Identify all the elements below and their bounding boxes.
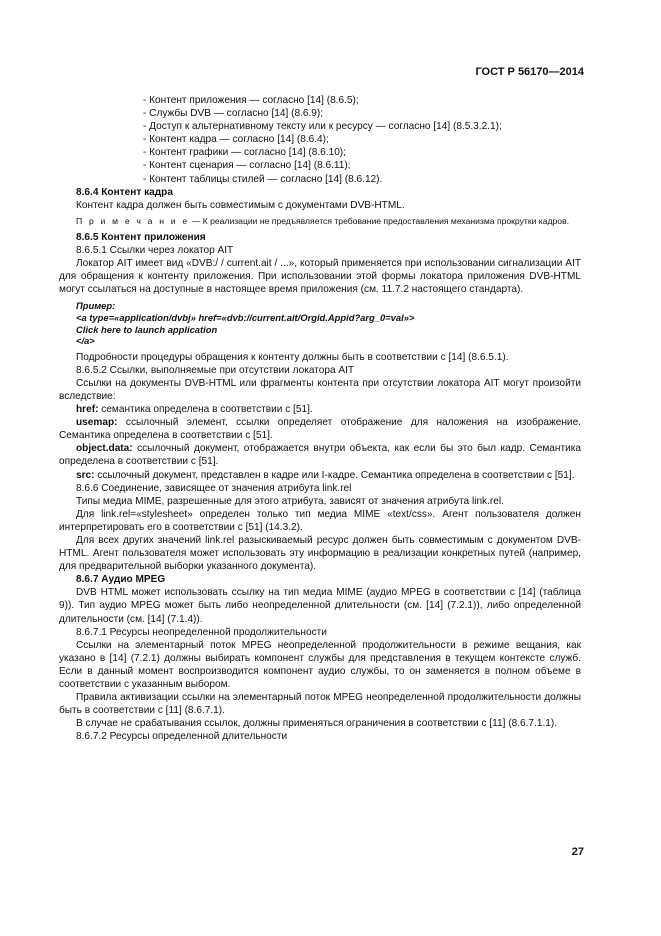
definition-text: ссылочный элемент, ссылки определяет отображение для наложения на изображение. Семантика определена в соответствии с [51]. [59, 417, 581, 442]
example-code-line: <a type=«application/dvbj» href=«dvb://current.ait/Orgid.Appid?arg_0=val»> [76, 311, 415, 323]
paragraph: Правила активизации ссылки на элементарный поток MPEG неопределенной продолжительности должны быть в соответствии с [11] (8.6.7.1). [59, 692, 581, 717]
standard-header: ГОСТ Р 56170—2014 [475, 66, 584, 78]
list-item: - Доступ к альтернативному тексту или к ресурсу — согласно [14] (8.5.3.2.1); [143, 121, 502, 133]
subsection-heading: 8.6.7.2 Ресурсы определенной длительности [76, 731, 288, 743]
list-item: - Службы DVB — согласно [14] (8.6.9); [143, 108, 324, 120]
paragraph: Ссылки на документы DVB-HTML или фрагменты контента при отсутствии локатора AIT могут произойти вследствие: [59, 377, 581, 402]
paragraph: Подробности процедуры обращения к контенту должны быть в соответствии с [14] (8.6.5.1). [76, 351, 509, 363]
subsection-heading: 8.6.6 Соединение, зависящее от значения атрибута link.rel [76, 482, 352, 494]
section-heading: 8.6.4 Контент кадра [76, 186, 173, 198]
list-item: - Контент сценария — согласно [14] (8.6.11); [143, 160, 351, 172]
definition-text: семантика определена в соответствии с [51]. [98, 404, 313, 416]
page-number: 27 [571, 846, 584, 858]
definition-usemap [59, 416, 581, 442]
list-item: - Контент кадра — согласно [14] (8.6.4); [143, 134, 329, 146]
definition-object-data [59, 442, 581, 468]
term: src: [76, 469, 95, 481]
list-item: - Контент графики — согласно [14] (8.6.10); [143, 147, 346, 159]
definition-text: ссылочный документ, представлен в кадре или I-кадре. Семантика определена в соответствии с [51]. [94, 469, 575, 481]
page-content [59, 94, 581, 744]
example-code-line: Click here to launch application [76, 323, 218, 335]
term: object.data: [76, 443, 133, 455]
note [59, 215, 581, 227]
paragraph: Для всех других значений link.rel разыскиваемый ресурс должен быть совместимым с документом DVB-HTML. Агент пользователя может использовать эту информацию в реализации конкретных путей (например, для предварительной выборки указанного документа). [59, 535, 581, 573]
example-label: Пример: [76, 300, 116, 312]
subsection-heading: 8.6.7.1 Ресурсы неопределенной продолжительности [76, 626, 327, 638]
term: usemap: [76, 417, 118, 429]
note-label: П р и м е ч а н и е [76, 215, 190, 226]
definition-text: ссылочный документ, отображается внутри объекта, как если бы это был кадр. Семантика определена в соответствии с [51]. [59, 443, 581, 468]
paragraph: Ссылки на элементарный поток MPEG неопределенной продолжительности в режиме вещания, как указано в [14] (7.2.1) должны выбирать компонент службы для представления в текущем контексте служб. Если в данный момент воспроизводится компонент аудио службы, то он заменяется в полном объеме в соответствии с указанным выбором. [59, 639, 581, 691]
term: href: [76, 404, 99, 416]
paragraph: Контент кадра должен быть совместимым с документами DVB-HTML. [76, 199, 405, 211]
example-code-line: </a> [76, 335, 95, 347]
list-item: - Контент приложения — согласно [14] (8.6.5); [143, 95, 359, 106]
paragraph: Для link.rel=«stylesheet» определен только тип медиа MIME «text/css». Агент пользователя должен интерпретировать его в соответствии с [51] (14.3.2). [59, 508, 581, 533]
paragraph: DVB HTML может использовать ссылку на тип медиа MIME (аудио MPEG в соответствии с [14] (таблица 9)). Тип аудио MPEG может быть либо неопределенной длительности (см. [14] (7.2.1)), либо определенной длительности (см. [14] (7.1.4)). [59, 587, 581, 625]
definition-src [59, 469, 581, 482]
definition-href [59, 403, 581, 416]
paragraph: Локатор AIT имеет вид «DVB:/ / current.ait / ...», который применяется при использовании сигнализации AIT для обращения к контенту приложения. При использовании этой формы локатора приложения DVB-HTML могут ссылаться на доступные в настоящее время приложения (см. 11.7.2 настоящего стандарта). [59, 258, 581, 296]
subsection-heading: 8.6.5.2 Ссылки, выполняемые при отсутствии локатора AIT [76, 364, 355, 376]
note-text: — К реализации не предъявляется требование предоставления механизма прокрутки кадров. [189, 215, 570, 226]
paragraph: В случае не срабатывания ссылок, должны применяться ограничения в соответствии с [11] (8.6.7.1.1). [76, 718, 558, 730]
section-heading: 8.6.5 Контент приложения [76, 231, 206, 243]
list-item: - Контент таблицы стилей — согласно [14] (8.6.12). [143, 173, 383, 185]
paragraph: Типы медиа MIME, разрешенные для этого атрибута, зависят от значения атрибута link.rel. [76, 495, 504, 507]
section-heading: 8.6.7 Аудио MPEG [76, 574, 166, 586]
subsection-heading: 8.6.5.1 Ссылки через локатор AIT [76, 244, 234, 256]
